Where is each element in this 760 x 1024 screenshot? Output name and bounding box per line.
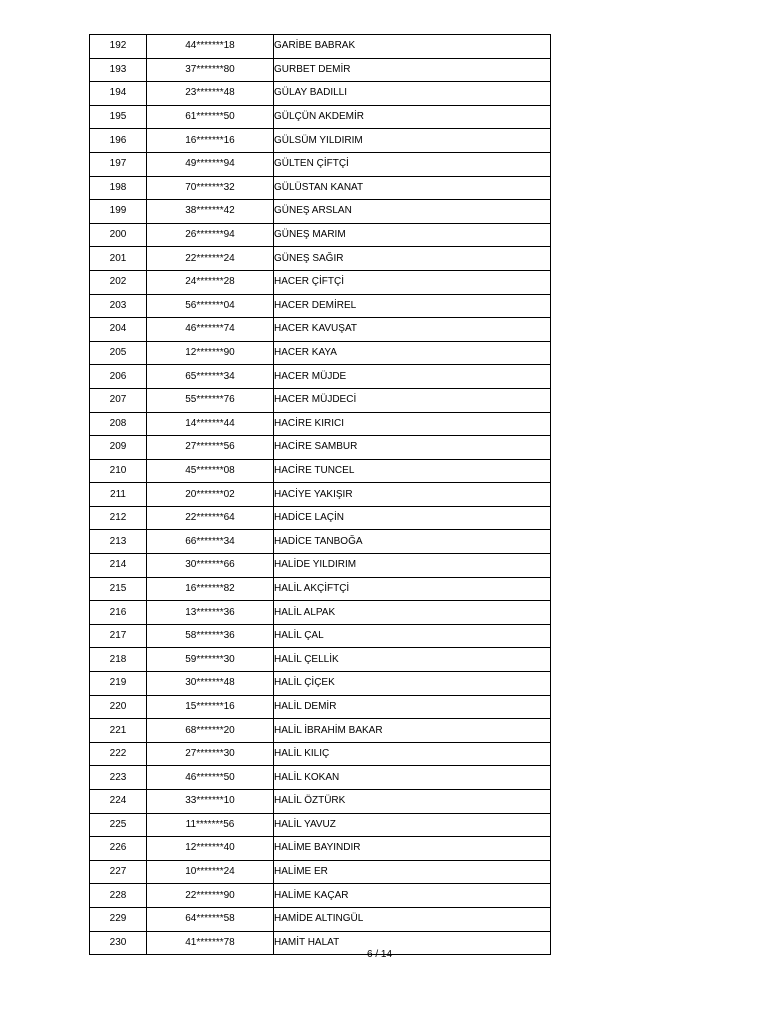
table-row bbox=[90, 577, 551, 601]
masked-id-cell: 15*******16 bbox=[147, 695, 274, 719]
full-name-cell: HACİRE TUNCEL bbox=[274, 459, 551, 483]
masked-id-cell: 33*******10 bbox=[147, 790, 274, 814]
row-number-cell: 213 bbox=[90, 530, 147, 554]
row-number-cell: 221 bbox=[90, 719, 147, 743]
masked-id-cell: 46*******50 bbox=[147, 766, 274, 790]
full-name-cell: HACER MÜJDE bbox=[274, 365, 551, 389]
full-name-cell: HALİL KILIÇ bbox=[274, 742, 551, 766]
masked-id-cell: 66*******34 bbox=[147, 530, 274, 554]
full-name-cell: HALİL YAVUZ bbox=[274, 813, 551, 837]
masked-id-cell: 22*******90 bbox=[147, 884, 274, 908]
table-row bbox=[90, 365, 551, 389]
masked-id-cell: 23*******48 bbox=[147, 82, 274, 106]
table-row bbox=[90, 790, 551, 814]
masked-id-cell: 55*******76 bbox=[147, 388, 274, 412]
row-number-cell: 217 bbox=[90, 624, 147, 648]
masked-id-cell: 11*******56 bbox=[147, 813, 274, 837]
row-number-cell: 204 bbox=[90, 318, 147, 342]
row-number-cell: 223 bbox=[90, 766, 147, 790]
table-row bbox=[90, 82, 551, 106]
masked-id-cell: 59*******30 bbox=[147, 648, 274, 672]
full-name-cell: HALİME KAÇAR bbox=[274, 884, 551, 908]
row-number-cell: 202 bbox=[90, 270, 147, 294]
full-name-cell: HALİME ER bbox=[274, 860, 551, 884]
full-name-cell: GÜLÇÜN AKDEMİR bbox=[274, 105, 551, 129]
full-name-cell: HALİL ÇAL bbox=[274, 624, 551, 648]
full-name-cell: HALİL ALPAK bbox=[274, 601, 551, 625]
table-row bbox=[90, 530, 551, 554]
full-name-cell: HALİL ÇELLİK bbox=[274, 648, 551, 672]
row-number-cell: 215 bbox=[90, 577, 147, 601]
masked-id-cell: 13*******36 bbox=[147, 601, 274, 625]
masked-id-cell: 16*******82 bbox=[147, 577, 274, 601]
table-row bbox=[90, 176, 551, 200]
row-number-cell: 198 bbox=[90, 176, 147, 200]
masked-id-cell: 38*******42 bbox=[147, 200, 274, 224]
table-row bbox=[90, 483, 551, 507]
row-number-cell: 228 bbox=[90, 884, 147, 908]
row-number-cell: 200 bbox=[90, 223, 147, 247]
row-number-cell: 216 bbox=[90, 601, 147, 625]
page-number: 6 / 14 bbox=[367, 949, 393, 960]
masked-id-cell: 56*******04 bbox=[147, 294, 274, 318]
row-number-cell: 224 bbox=[90, 790, 147, 814]
masked-id-cell: 44*******18 bbox=[147, 35, 274, 59]
row-number-cell: 206 bbox=[90, 365, 147, 389]
masked-id-cell: 37*******80 bbox=[147, 58, 274, 82]
full-name-cell: HACİRE SAMBUR bbox=[274, 436, 551, 460]
table-row bbox=[90, 506, 551, 530]
table-row bbox=[90, 766, 551, 790]
masked-id-cell: 20*******02 bbox=[147, 483, 274, 507]
full-name-cell: GÜLSÜM YILDIRIM bbox=[274, 129, 551, 153]
full-name-cell: HALİL DEMİR bbox=[274, 695, 551, 719]
table-row bbox=[90, 105, 551, 129]
row-number-cell: 197 bbox=[90, 152, 147, 176]
name-list-table bbox=[89, 34, 551, 955]
table-row bbox=[90, 695, 551, 719]
masked-id-cell: 27*******30 bbox=[147, 742, 274, 766]
row-number-cell: 208 bbox=[90, 412, 147, 436]
table-row bbox=[90, 554, 551, 578]
full-name-cell: HAMİT HALAT bbox=[274, 931, 551, 955]
full-name-cell: HACİRE KIRICI bbox=[274, 412, 551, 436]
row-number-cell: 193 bbox=[90, 58, 147, 82]
masked-id-cell: 16*******16 bbox=[147, 129, 274, 153]
row-number-cell: 194 bbox=[90, 82, 147, 106]
full-name-cell: HALİL İBRAHİM BAKAR bbox=[274, 719, 551, 743]
masked-id-cell: 46*******74 bbox=[147, 318, 274, 342]
masked-id-cell: 49*******94 bbox=[147, 152, 274, 176]
full-name-cell: GÜNEŞ MARIM bbox=[274, 223, 551, 247]
masked-id-cell: 68*******20 bbox=[147, 719, 274, 743]
full-name-cell: HACİYE YAKIŞIR bbox=[274, 483, 551, 507]
table-body bbox=[90, 35, 551, 955]
masked-id-cell: 61*******50 bbox=[147, 105, 274, 129]
masked-id-cell: 22*******24 bbox=[147, 247, 274, 271]
masked-id-cell: 64*******58 bbox=[147, 907, 274, 931]
row-number-cell: 207 bbox=[90, 388, 147, 412]
row-number-cell: 219 bbox=[90, 672, 147, 696]
masked-id-cell: 14*******44 bbox=[147, 412, 274, 436]
masked-id-cell: 12*******90 bbox=[147, 341, 274, 365]
full-name-cell: HADİCE LAÇİN bbox=[274, 506, 551, 530]
masked-id-cell: 30*******66 bbox=[147, 554, 274, 578]
row-number-cell: 205 bbox=[90, 341, 147, 365]
table-row bbox=[90, 294, 551, 318]
table-row bbox=[90, 247, 551, 271]
table-row bbox=[90, 412, 551, 436]
full-name-cell: HALİL ÖZTÜRK bbox=[274, 790, 551, 814]
full-name-cell: GÜLÜSTAN KANAT bbox=[274, 176, 551, 200]
row-number-cell: 192 bbox=[90, 35, 147, 59]
masked-id-cell: 26*******94 bbox=[147, 223, 274, 247]
table-row bbox=[90, 931, 551, 955]
table-row bbox=[90, 459, 551, 483]
full-name-cell: HALİME BAYINDIR bbox=[274, 837, 551, 861]
full-name-cell: HACER KAVUŞAT bbox=[274, 318, 551, 342]
full-name-cell: GÜNEŞ ARSLAN bbox=[274, 200, 551, 224]
full-name-cell: HALİL ÇİÇEK bbox=[274, 672, 551, 696]
row-number-cell: 210 bbox=[90, 459, 147, 483]
full-name-cell: GURBET DEMİR bbox=[274, 58, 551, 82]
row-number-cell: 195 bbox=[90, 105, 147, 129]
table-row bbox=[90, 436, 551, 460]
full-name-cell: HACER KAYA bbox=[274, 341, 551, 365]
full-name-cell: HALİL KOKAN bbox=[274, 766, 551, 790]
masked-id-cell: 12*******40 bbox=[147, 837, 274, 861]
masked-id-cell: 22*******64 bbox=[147, 506, 274, 530]
row-number-cell: 212 bbox=[90, 506, 147, 530]
table-row bbox=[90, 742, 551, 766]
row-number-cell: 199 bbox=[90, 200, 147, 224]
full-name-cell: HALİL AKÇİFTÇİ bbox=[274, 577, 551, 601]
table-row bbox=[90, 860, 551, 884]
masked-id-cell: 24*******28 bbox=[147, 270, 274, 294]
table-row bbox=[90, 152, 551, 176]
masked-id-cell: 65*******34 bbox=[147, 365, 274, 389]
full-name-cell: HACER MÜJDECİ bbox=[274, 388, 551, 412]
full-name-cell: HACER DEMİREL bbox=[274, 294, 551, 318]
table-row bbox=[90, 601, 551, 625]
table-row bbox=[90, 341, 551, 365]
row-number-cell: 230 bbox=[90, 931, 147, 955]
full-name-cell: GARİBE BABRAK bbox=[274, 35, 551, 59]
row-number-cell: 226 bbox=[90, 837, 147, 861]
row-number-cell: 225 bbox=[90, 813, 147, 837]
row-number-cell: 196 bbox=[90, 129, 147, 153]
masked-id-cell: 30*******48 bbox=[147, 672, 274, 696]
table-row bbox=[90, 58, 551, 82]
full-name-cell: HAMİDE ALTINGÜL bbox=[274, 907, 551, 931]
table-row bbox=[90, 907, 551, 931]
table-row bbox=[90, 129, 551, 153]
row-number-cell: 229 bbox=[90, 907, 147, 931]
masked-id-cell: 27*******56 bbox=[147, 436, 274, 460]
row-number-cell: 222 bbox=[90, 742, 147, 766]
table-row bbox=[90, 884, 551, 908]
full-name-cell: HADİCE TANBOĞA bbox=[274, 530, 551, 554]
table-row bbox=[90, 223, 551, 247]
table-row bbox=[90, 388, 551, 412]
table-row bbox=[90, 813, 551, 837]
table-row bbox=[90, 624, 551, 648]
row-number-cell: 220 bbox=[90, 695, 147, 719]
masked-id-cell: 10*******24 bbox=[147, 860, 274, 884]
table-row bbox=[90, 318, 551, 342]
table-row bbox=[90, 837, 551, 861]
table-row bbox=[90, 648, 551, 672]
full-name-cell: GÜLAY BADILLI bbox=[274, 82, 551, 106]
row-number-cell: 218 bbox=[90, 648, 147, 672]
full-name-cell: GÜLTEN ÇİFTÇİ bbox=[274, 152, 551, 176]
table-row bbox=[90, 270, 551, 294]
row-number-cell: 214 bbox=[90, 554, 147, 578]
row-number-cell: 211 bbox=[90, 483, 147, 507]
table-row bbox=[90, 672, 551, 696]
full-name-cell: HACER ÇİFTÇİ bbox=[274, 270, 551, 294]
table-row bbox=[90, 35, 551, 59]
masked-id-cell: 58*******36 bbox=[147, 624, 274, 648]
full-name-cell: GÜNEŞ SAĞIR bbox=[274, 247, 551, 271]
row-number-cell: 203 bbox=[90, 294, 147, 318]
full-name-cell: HALİDE YILDIRIM bbox=[274, 554, 551, 578]
masked-id-cell: 45*******08 bbox=[147, 459, 274, 483]
row-number-cell: 209 bbox=[90, 436, 147, 460]
table-row bbox=[90, 719, 551, 743]
masked-id-cell: 41*******78 bbox=[147, 931, 274, 955]
row-number-cell: 227 bbox=[90, 860, 147, 884]
row-number-cell: 201 bbox=[90, 247, 147, 271]
table-row bbox=[90, 200, 551, 224]
masked-id-cell: 70*******32 bbox=[147, 176, 274, 200]
